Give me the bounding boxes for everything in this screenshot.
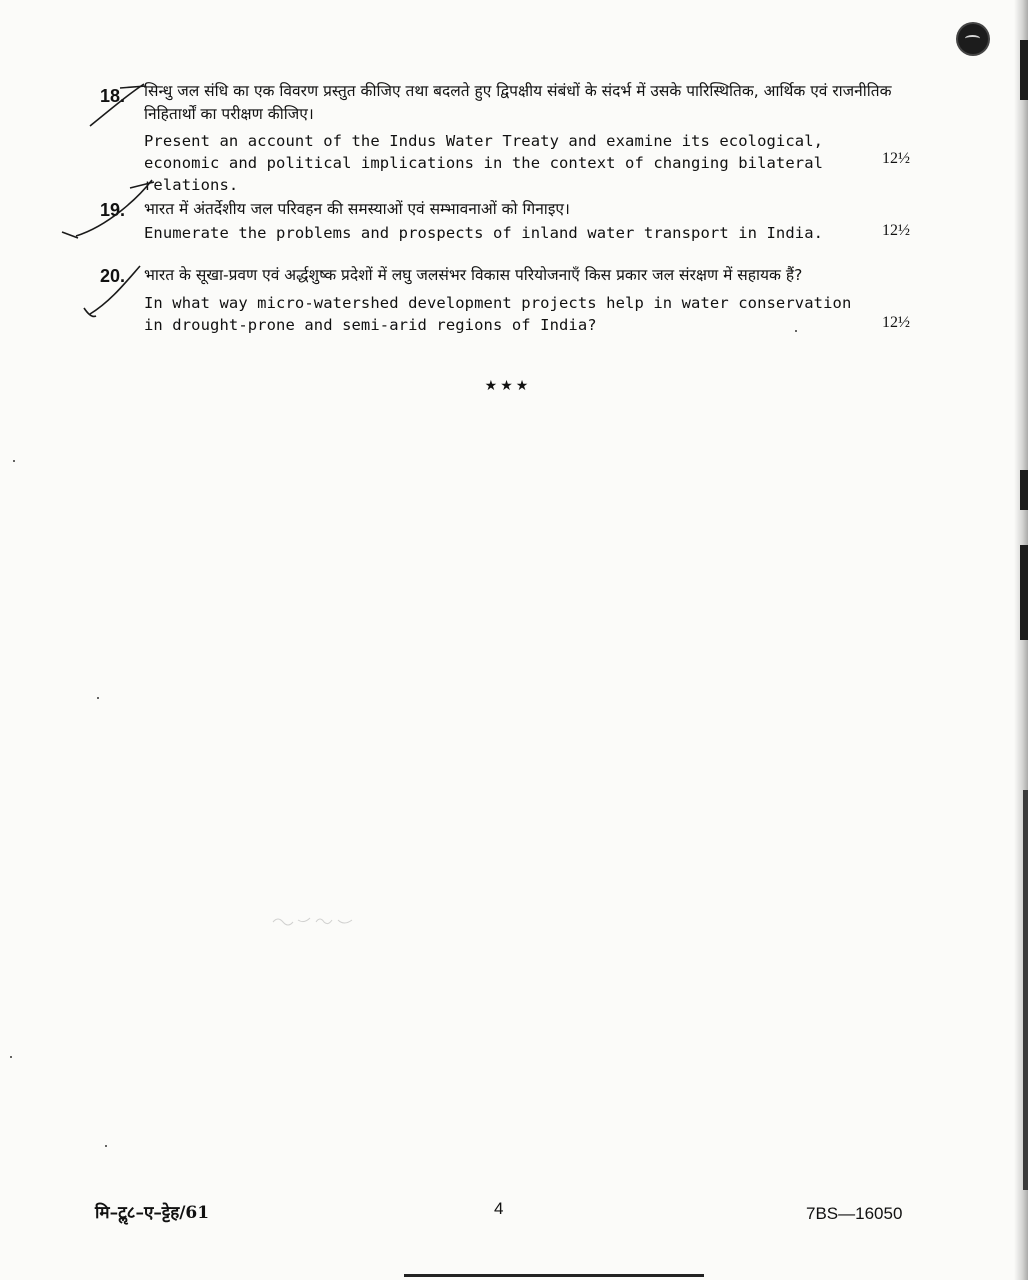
scan-edge-mark <box>1023 790 1028 1190</box>
question-english-text: In what way micro-watershed development projects help in water conservation in drought-prone and semi-arid regions of India? <box>144 294 852 334</box>
handwritten-tick-icon <box>84 80 154 130</box>
bottom-rule-line <box>404 1274 704 1277</box>
handwritten-tick-icon <box>80 262 150 322</box>
question-marks: 12½ <box>882 314 910 331</box>
question-20 <box>100 264 910 344</box>
scan-speck <box>13 460 15 462</box>
scan-speck <box>795 330 797 332</box>
scan-edge-mark <box>1020 40 1028 100</box>
question-marks: 12½ <box>882 222 910 239</box>
question-number: 19. <box>100 200 126 220</box>
question-marks: 12½ <box>882 150 910 167</box>
serial-number: 7BS—16050 <box>806 1204 903 1223</box>
scan-edge-mark <box>1020 470 1028 510</box>
scan-edge-mark <box>1020 545 1028 640</box>
question-number: 20. <box>100 266 126 286</box>
question-hindi-text: सिन्धु जल संधि का एक विवरण प्रस्तुत कीजिए तथा बदलते हुए द्विपक्षीय संबंधों के संदर्भ में उसके पारिस्थितिक, आर्थिक एवं राजनीतिक निहितार्थों का परीक्षण कीजिए। <box>144 82 892 123</box>
question-number: 18. <box>100 86 126 106</box>
question-18 <box>100 80 910 194</box>
scan-speck <box>10 1056 12 1058</box>
handwritten-tick-icon <box>58 176 158 242</box>
paper-code: मि–टॢ८–ए–ट्टेह/61 <box>95 1203 210 1223</box>
corner-seal-icon <box>958 24 988 54</box>
faint-stamp-mark <box>268 910 368 932</box>
question-hindi-text: भारत के सूखा-प्रवण एवं अर्द्धशुष्क प्रदेशों में लघु जलसंभर विकास परियोजनाएँ किस प्रकार जल संरक्षण में सहायक हैं? <box>144 266 803 284</box>
end-of-paper-mark: ★★★ <box>484 378 532 394</box>
question-english-text: Enumerate the problems and prospects of inland water transport in India. <box>144 224 824 242</box>
page-number: 4 <box>494 1199 504 1218</box>
question-english-text: Present an account of the Indus Water Treaty and examine its ecological, economic and political implications in the context of changing bilateral relations. <box>144 132 824 194</box>
scan-speck <box>97 697 99 699</box>
question-hindi-text: भारत में अंतर्देशीय जल परिवहन की समस्याओं एवं सम्भावनाओं को गिनाइए। <box>144 200 570 218</box>
scan-speck <box>105 1145 107 1147</box>
question-19 <box>100 198 910 248</box>
